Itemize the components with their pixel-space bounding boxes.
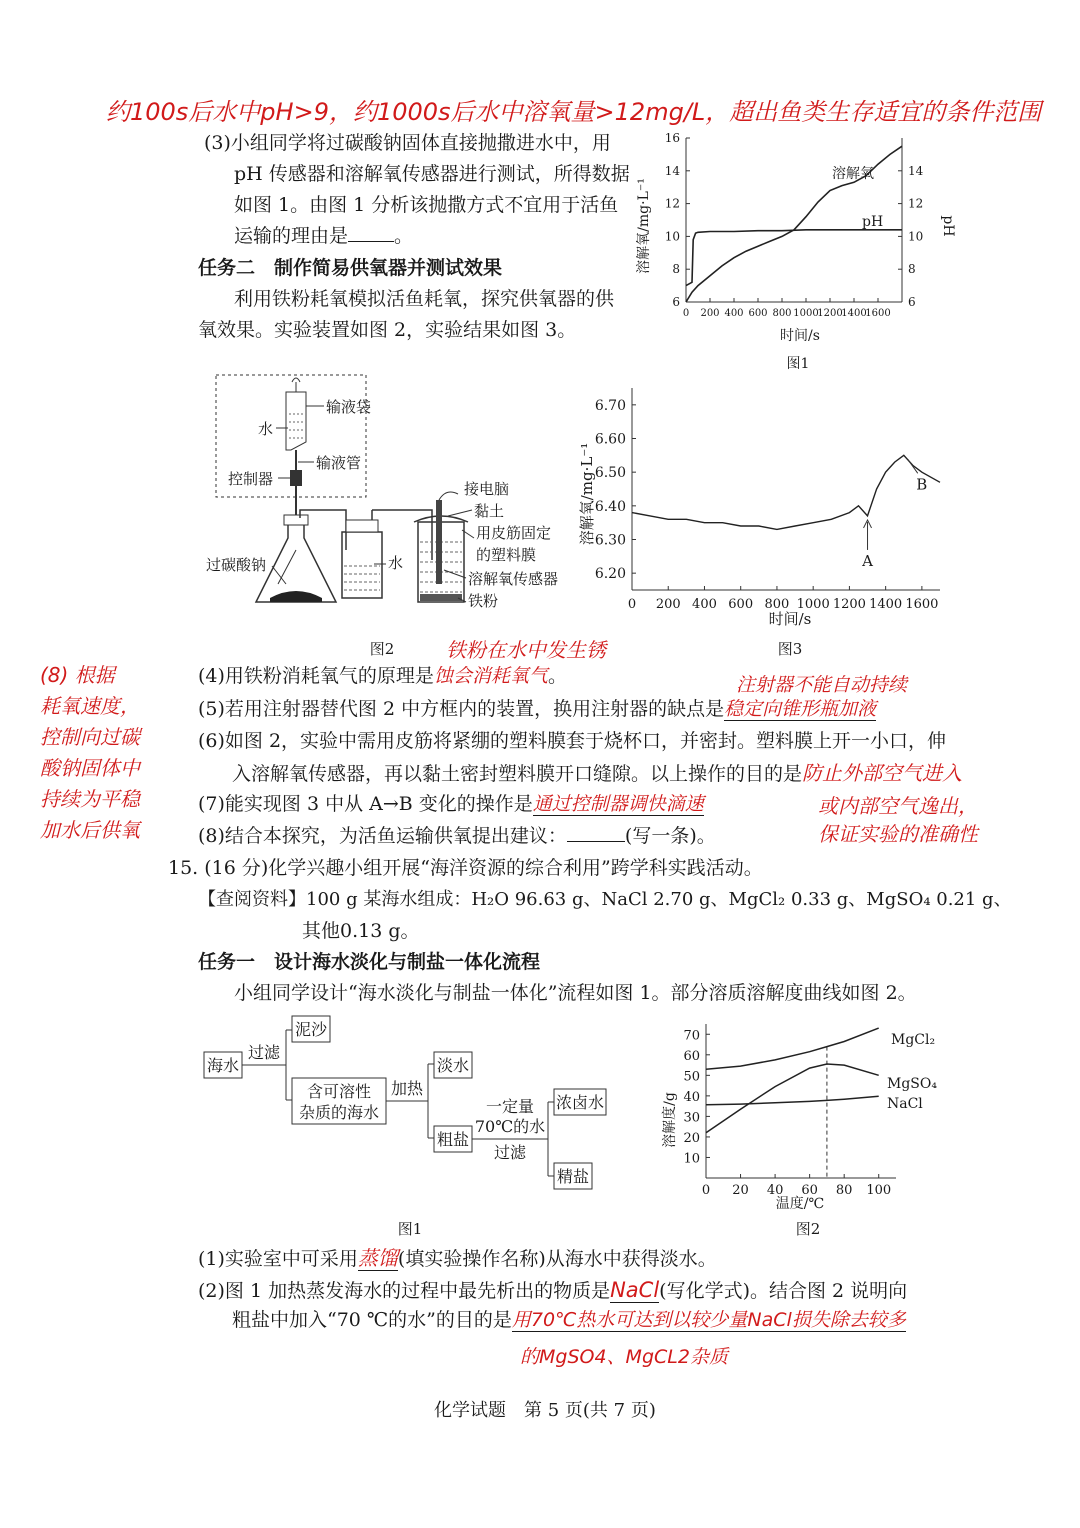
fig1-series-line-1 (686, 230, 902, 286)
q4-answer: 蚀会消耗氧气 (433, 665, 548, 687)
fig3-y-tick-label: 6.40 (594, 498, 626, 515)
fig1-x-tick-label: 1400 (841, 308, 867, 319)
conical-flask-icon (256, 520, 336, 602)
fig3-caption: 图3 (777, 640, 803, 658)
fig1-y2-tick-label: 10 (908, 229, 924, 244)
page-footer: 化学试题 第 5 页(共 7 页) (434, 1400, 656, 1421)
task2-title: 任务二 制作简易供氧器并测试效果 (198, 257, 503, 279)
q15-data-line2: 其他0.13 g。 (302, 920, 420, 942)
label-sodium: 过碳酸钠 (206, 556, 267, 574)
q3-line4: 运输的理由是 。 (234, 225, 414, 247)
text-sand: 泥沙 (294, 1020, 328, 1039)
label-bag: 输液袋 (326, 398, 372, 416)
fig3-y-tick-label: 6.70 (594, 397, 626, 414)
sol-series-line-2 (706, 1096, 879, 1104)
fig1-ylabel-left: 溶解氧/mg·L⁻¹ (636, 178, 652, 274)
fig2-caption: 图2 (369, 640, 395, 658)
label-water2: 水 (388, 554, 404, 572)
fig1-series-do-label: 溶解氧 (832, 166, 874, 182)
q15-2-line1: (2)图 1 加热蒸发海水的过程中最先析出的物质是NaCl(写化学式)。结合图 2 说明向 (198, 1278, 908, 1302)
sol-y-tick-label: 50 (683, 1069, 700, 1085)
sol-y-tick-label: 60 (683, 1048, 700, 1064)
fig1-x-tick-label: 200 (700, 308, 720, 319)
q15-2-answer: NaCl (610, 1278, 660, 1302)
q3-line3: 如图 1。由图 1 分析该抛撒方式不宜用于活鱼 (234, 194, 619, 216)
fig3-x-tick-label: 0 (627, 597, 637, 612)
q15-2-reason-2: 的MgSO4、MgCL2杂质 (520, 1346, 728, 1368)
label-sensor: 溶解氧传感器 (468, 570, 559, 588)
sol-caption: 图2 (795, 1220, 821, 1238)
text-filter2: 过滤 (493, 1143, 527, 1162)
sol-y-tick-label: 70 (683, 1028, 700, 1044)
fig1-x-tick-label: 0 (682, 308, 690, 319)
fig1-x-tick-label: 1200 (817, 308, 843, 319)
annotation-top: 约100s后水中pH>9，约1000s后水中溶氧量>12mg/L，超出鱼类生存适宜的条件范围 (106, 98, 1042, 126)
label-tube: 输液管 (316, 454, 362, 472)
fig1-x-tick-label: 800 (772, 308, 792, 319)
label-computer: 接电脑 (464, 480, 510, 498)
figure-3-chart (570, 378, 950, 662)
fig3-x-tick-label: 1000 (796, 597, 830, 612)
fig1-series-ph-label: pH (862, 214, 884, 230)
q6-line1: (6)如图 2，实验中需用皮筋将紧绷的塑料膜套于烧杯口，并密封。塑料膜上开一小口，伸 (198, 730, 947, 752)
fig3-x-tick-label: 1600 (905, 597, 939, 612)
text-soluble1: 含可溶性 (306, 1082, 372, 1101)
label-water: 水 (258, 420, 274, 438)
text-heat: 加热 (390, 1079, 424, 1098)
q3-line1: (3)小组同学将过碳酸钠固体直接抛撒进水中，用 (204, 132, 611, 154)
sol-x-tick-label: 80 (835, 1183, 853, 1198)
fig3-point-b-arrow (908, 459, 918, 473)
fig3-point-a-label: A (862, 551, 873, 570)
figure-2-apparatus (196, 370, 586, 660)
fig1-y-tick-label: 12 (664, 196, 680, 211)
flow-caption: 图1 (397, 1220, 423, 1238)
q15-1: (1)实验室中可采用蒸馏(填实验操作名称)从海水中获得淡水。 (198, 1246, 717, 1270)
fig3-x-tick-label: 200 (655, 597, 681, 612)
fig3-x-tick-label: 600 (728, 597, 754, 612)
flow-diagram (196, 1012, 626, 1244)
label-controller: 控制器 (228, 470, 274, 488)
task2-line1: 利用铁粉耗氧模拟活鱼耗氧，探究供氧器的供 (234, 288, 615, 310)
text-amount2: 70℃的水 (474, 1117, 546, 1136)
q6-answer-3: 保证实验的准确性 (818, 822, 978, 846)
fig1-y-tick-label: 10 (664, 229, 680, 244)
fig1-y2-tick-label: 8 (908, 262, 916, 277)
sol-x-tick-label: 60 (801, 1183, 818, 1198)
fig1-x-tick-label: 1000 (793, 308, 819, 319)
sol-x-tick-label: 20 (732, 1183, 749, 1198)
fig3-x-tick-label: 1400 (869, 597, 903, 612)
sol-x-tick-label: 0 (701, 1183, 711, 1198)
sol-y-tick-label: 20 (683, 1130, 700, 1146)
annotation-q5-note: 注射器不能自动持续 (736, 674, 908, 696)
sol-label-mgcl2: MgCl₂ (891, 1032, 936, 1048)
fig1-caption: 图1 (786, 356, 810, 372)
q15-2-line2: 粗盐中加入“70 ℃的水”的目的是用70℃热水可达到以较少量NaCl损失除去较多 (232, 1309, 906, 1331)
q15-header: 15. (16 分)化学兴趣小组开展“海洋资源的综合利用”跨学科实践活动。 (168, 857, 763, 879)
wash-bottle-icon (342, 532, 382, 598)
fig3-x-tick-label: 400 (692, 597, 717, 612)
sol-y-tick-label: 40 (683, 1089, 700, 1105)
fig3-y-tick-label: 6.20 (594, 566, 626, 583)
fig1-y-tick-label: 6 (672, 295, 680, 309)
label-film2: 的塑料膜 (476, 546, 537, 564)
sensor-icon (436, 500, 442, 584)
fig3-y-tick-label: 6.30 (594, 532, 626, 549)
fig3-point-b-label: B (916, 475, 928, 494)
fig1-ylabel-right: pH (940, 215, 956, 237)
iv-bag-icon (286, 392, 306, 450)
sol-y-tick-label: 30 (683, 1110, 700, 1126)
text-amount1: 一定量 (485, 1097, 535, 1116)
label-film1: 用皮筋固定 (476, 524, 552, 542)
fig3-xlabel: 时间/s (768, 610, 812, 628)
fig3-x-tick-label: 1200 (832, 597, 866, 612)
fig1-y-tick-label: 16 (664, 131, 680, 145)
solubility-chart (660, 1020, 960, 1242)
fig3-y-tick-label: 6.60 (594, 431, 626, 448)
annotation-iron-rust: 铁粉在水中发生锈 (446, 638, 606, 662)
sol-y-tick-label: 10 (683, 1151, 700, 1167)
sol-ylabel: 溶解度/g (662, 1092, 678, 1148)
label-iron: 铁粉 (468, 592, 499, 610)
figure-1-chart (636, 126, 960, 374)
q3-line2: pH 传感器和溶解氧传感器进行测试，所得数据 (234, 163, 630, 185)
sol-xlabel: 温度/℃ (775, 1196, 825, 1212)
sol-x-tick-label: 40 (766, 1183, 784, 1198)
fig1-xlabel: 时间/s (780, 328, 820, 344)
text-fine: 精盐 (556, 1167, 590, 1186)
q15-1-answer: 蒸馏 (357, 1246, 398, 1270)
fig1-y2-tick-label: 6 (908, 295, 916, 309)
q7: (7)能实现图 3 中从 A→B 变化的操作是通过控制器调快滴速 (198, 793, 704, 815)
fig3-series-line (632, 455, 940, 529)
fig3-ylabel: 溶解氧/mg·L⁻¹ (578, 442, 596, 546)
q6-line2: 入溶解氧传感器，再以黏土密封塑料膜开口缝隙。以上操作的目的是防止外部空气进入 (232, 761, 963, 785)
q5: (5)若用注射器替代图 2 中方框内的装置，换用注射器的缺点是稳定向锥形瓶加液 (198, 698, 877, 720)
q15-data-line1: 【查阅资料】100 g 某海水组成：H₂O 96.63 g、NaCl 2.70 g、MgCl₂ 0.33 g、MgSO₄ 0.21 g、 (198, 889, 1012, 910)
text-crude: 粗盐 (436, 1130, 470, 1149)
text-fresh: 淡水 (436, 1056, 470, 1075)
fig3-y-tick-label: 6.50 (594, 465, 626, 482)
q5-answer: 稳定向锥形瓶加液 (724, 698, 877, 720)
q15-task1-title: 任务一 设计海水淡化与制盐一体化流程 (198, 951, 541, 973)
q6-answer-1: 防止外部空气进入 (802, 761, 963, 785)
fig3-x-tick-label: 800 (764, 597, 790, 612)
q15-2-reason-1: 用70℃热水可达到以较少量NaCl损失除去较多 (511, 1309, 906, 1331)
sol-label-nacl: NaCl (887, 1096, 923, 1112)
fig1-y-tick-label: 8 (672, 262, 680, 277)
q15-intro: 小组同学设计“海水淡化与制盐一体化”流程如图 1。部分溶质溶解度曲线如图 2。 (234, 982, 917, 1004)
sol-series-line-0 (706, 1028, 879, 1069)
text-brine: 浓卤水 (555, 1093, 605, 1112)
text-filter: 过滤 (247, 1043, 281, 1062)
q8: (8)结合本探究，为活鱼运输供氧提出建议： (写一条)。 (198, 825, 716, 847)
q6-answer-2: 或内部空气逸出， (818, 794, 978, 818)
fig1-y2-tick-label: 14 (908, 163, 924, 178)
label-clay: 黏土 (474, 502, 505, 520)
fig1-x-tick-label: 1600 (865, 308, 891, 319)
fig1-x-tick-label: 600 (748, 308, 768, 319)
task2-line2: 氧效果。实验装置如图 2，实验结果如图 3。 (198, 319, 577, 341)
q4: (4)用铁粉消耗氧气的原理是蚀会消耗氧气。 (198, 665, 567, 687)
text-soluble2: 杂质的海水 (298, 1103, 380, 1122)
controller-icon (290, 470, 302, 486)
sol-label-mgso4: MgSO₄ (887, 1076, 937, 1092)
q7-answer: 通过控制器调快滴速 (532, 793, 704, 815)
sol-x-tick-label: 100 (866, 1183, 892, 1198)
annotation-q8: (8) 根据 耗氧速度， 控制向过碳 酸钠固体中 持续为平稳 加水后供氧 (40, 663, 140, 842)
fig1-y2-tick-label: 12 (908, 196, 924, 211)
fig1-y-tick-label: 14 (664, 163, 680, 178)
fig1-x-tick-label: 400 (724, 308, 744, 319)
text-seawater: 海水 (206, 1056, 240, 1075)
